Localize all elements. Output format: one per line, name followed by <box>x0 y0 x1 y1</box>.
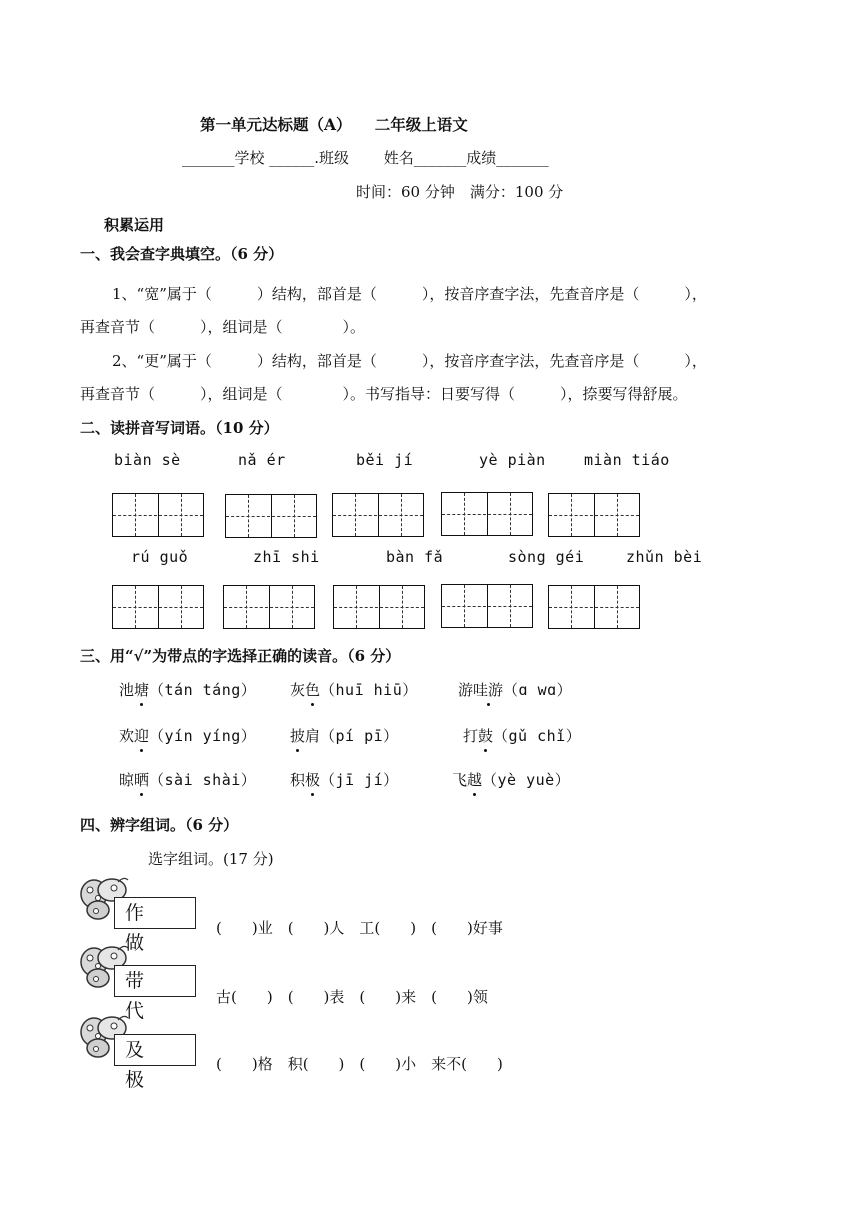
pronunciation-item[interactable] <box>119 725 256 746</box>
pinyin-label: sòng géi <box>508 548 585 566</box>
pronunciation-item[interactable] <box>119 769 256 790</box>
pinyin-options: （yè yuè） <box>482 771 571 789</box>
pinyin-label: nǎ ér <box>238 451 286 469</box>
writing-grid[interactable] <box>548 493 640 537</box>
pinyin-options: （pí pī） <box>320 727 399 745</box>
time-line: 时间：60 分钟 满分：100 分 <box>356 183 564 201</box>
dotted-char: 晒 <box>134 771 150 789</box>
pinyin-label: bàn fǎ <box>386 548 444 566</box>
pronunciation-item[interactable] <box>463 725 581 746</box>
pinyin-options: （tán táng） <box>149 681 257 699</box>
q1-line: 1、“宽”属于（ ）结构，部首是（ ），按音序查字法，先查音序是（ ）， <box>112 285 707 303</box>
pinyin-label: biàn sè <box>114 451 181 469</box>
q1-line: 2、“更”属于（ ）结构，部首是（ ），按音序查字法，先查音序是（ ）， <box>112 352 707 370</box>
dotted-char: 越 <box>467 771 483 789</box>
writing-grid[interactable] <box>223 585 315 629</box>
char: 欢 <box>119 727 135 745</box>
pronunciation-item[interactable] <box>290 725 399 746</box>
pronunciation-item[interactable] <box>119 679 256 700</box>
pronunciation-item[interactable] <box>452 769 570 790</box>
char: 晾 <box>119 771 135 789</box>
word-blanks[interactable]: ( )业 ( )人 工( ) ( )好事 <box>216 919 503 937</box>
writing-grid[interactable] <box>332 493 424 537</box>
pinyin-options: （gǔ chǐ） <box>493 727 582 745</box>
section-label: 积累运用 <box>104 216 165 234</box>
dotted-char: 色 <box>305 681 321 699</box>
pronunciation-item[interactable] <box>458 679 572 700</box>
dotted-char: 哇游 <box>473 681 504 699</box>
pinyin-options: （yín yíng） <box>149 727 257 745</box>
pinyin-label: yè piàn <box>479 451 546 469</box>
writing-grid[interactable] <box>112 493 204 537</box>
char: 池 <box>119 681 135 699</box>
pinyin-label: zhī shi <box>253 548 320 566</box>
pinyin-label: zhǔn bèi <box>626 548 703 566</box>
dotted-char: 极 <box>305 771 321 789</box>
pinyin-options: （ɑ wɑ） <box>503 681 573 699</box>
char: 打 <box>463 727 479 745</box>
writing-grid[interactable] <box>441 584 533 628</box>
q1-line: 再查音节（ ），组词是（ ）。书写指导：日要写得（ ），捺要写得舒展。 <box>80 385 688 403</box>
word-blanks[interactable]: ( )格 积( ) ( )小 来不( ) <box>216 1055 503 1073</box>
dotted-char: 塘 <box>134 681 150 699</box>
char: 游 <box>458 681 474 699</box>
char: 灰 <box>290 681 306 699</box>
info-line: _______学校 ______.班级 姓名_______成绩_______ <box>182 149 549 167</box>
pinyin-options: （sài shài） <box>149 771 257 789</box>
char: 积 <box>290 771 306 789</box>
page-title: 第一单元达标题（A） 二年级上语文 <box>200 115 468 134</box>
writing-grid[interactable] <box>112 585 204 629</box>
q4-heading: 四、辨字组词。（6 分） <box>80 816 239 834</box>
pinyin-options: （jī jí） <box>320 771 399 789</box>
pinyin-options: （huī hiū） <box>320 681 418 699</box>
writing-grid[interactable] <box>548 585 640 629</box>
q2-heading: 二、读拼音写词语。（10 分） <box>80 419 279 437</box>
char: 飞 <box>452 771 468 789</box>
dotted-char: 披 <box>290 727 306 745</box>
q1-line: 再查音节（ ），组词是（ ）。 <box>80 318 366 336</box>
q4-subheading: 选字组词。(17 分) <box>148 850 274 868</box>
pronunciation-item[interactable] <box>290 679 418 700</box>
q3-heading: 三、用“√”为带点的字选择正确的读音。（6 分） <box>80 647 401 665</box>
char-choice-box: 作做 <box>114 897 196 929</box>
word-blanks[interactable]: 古( ) ( )表 ( )来 ( )领 <box>216 988 488 1006</box>
writing-grid[interactable] <box>333 585 425 629</box>
pinyin-label: rú guǒ <box>131 548 189 566</box>
char-choice-box: 及极 <box>114 1034 196 1066</box>
pronunciation-item[interactable] <box>290 769 399 790</box>
writing-grid[interactable] <box>225 494 317 538</box>
pinyin-label: miàn tiáo <box>584 451 670 469</box>
char-choice-box: 带代 <box>114 965 196 997</box>
dotted-char: 迎 <box>134 727 150 745</box>
pinyin-label: běi jí <box>356 451 414 469</box>
writing-grid[interactable] <box>441 492 533 536</box>
q1-heading: 一、我会查字典填空。（6 分） <box>80 245 284 263</box>
dotted-char: 鼓 <box>478 727 494 745</box>
char: 肩 <box>305 727 321 745</box>
